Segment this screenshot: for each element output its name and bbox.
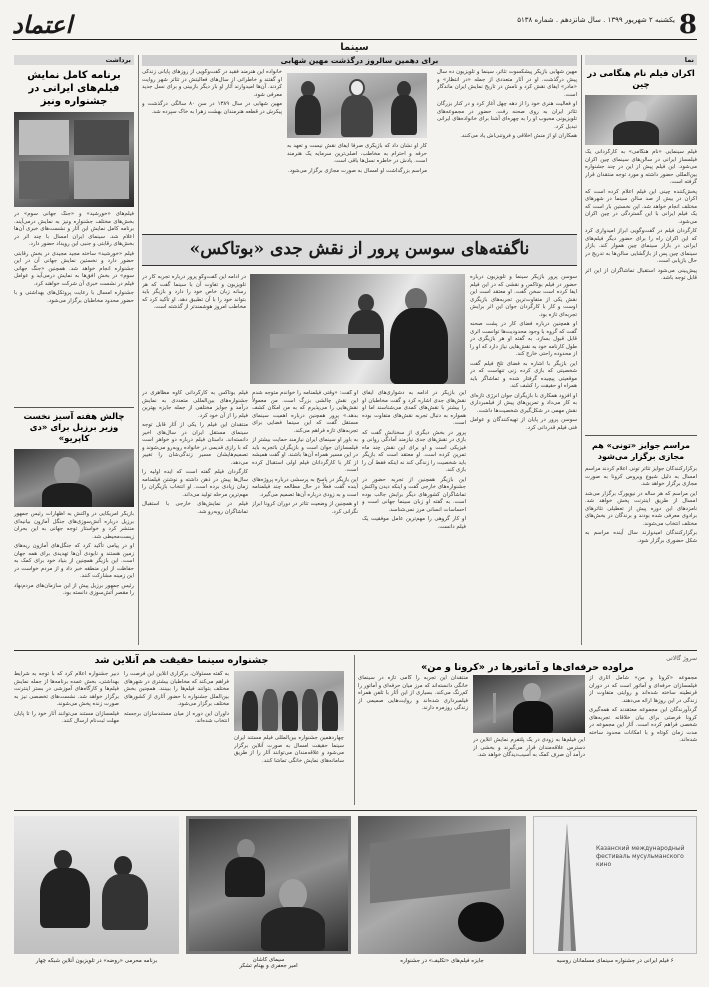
bottom-right-headline: مراوده حرفه‌ای‌ها و آماتورها در «کرونا و من» <box>421 662 634 673</box>
left-column-story2-body: بازیگر آمریکایی در واکنش به اظهارات رئیس جمهور برزیل درباره آتش‌سوزی‌های جنگل آمازون بیانیه‌ای منتشر کرد و خواستار توجه جهانی به این بحران زیست‌محیطی شد. او در پیامی تأکید کرد که جنگل‌های آمازون ریه‌های زمین هستند و نابودی آن‌ها تهدیدی برای همه جهان است. این بازیگر همچنین از بنیاد خود برای کمک به حفاظت از این منطقه خبر داد و از مردم خواست در این زمینه مشارکت کنند. رئیس جمهور برزیل پیش از این سازمان‌های مردم‌نهاد را مقصر آتش‌سوزی دانسته بود. <box>14 511 134 596</box>
bottom-right-story <box>358 655 697 805</box>
section-title: سینما <box>340 42 369 53</box>
main-story-col4: فیلم بوتاکس به کارگردانی کاوه مظاهری در جشنواره‌های بین‌المللی متعددی به نمایش درآمد و جوایز مختلفی از جمله جایزه بهترین فیلم را از آن خود کرد. منتقدان این فیلم را یکی از آثار قابل توجه سینمای مستقل ایران در سال‌های اخیر دانسته‌اند. داستان فیلم درباره دو خواهر است که با رازی قدیمی در خانواده روبه‌رو می‌شوند و تصمیم‌هایشان مسیر زندگی‌شان را تغییر می‌دهد. کارگردان فیلم گفته است که ایده اولیه را سال‌ها پیش در ذهن داشته و نوشتن فیلمنامه زمان زیادی برده است. او انتخاب بازیگران را مهم‌ترین مرحله تولید می‌داند. فیلم در نمایش‌های خارجی با استقبال تماشاگران روبه‌رو شد. <box>142 390 248 515</box>
top-story-headline: برای دهمین سالروز درگذشت مهین شهابی <box>142 55 577 66</box>
strip-caption-4: ۶ فیلم ایرانی در جشنواره سینمای مسلمانان روسیه <box>556 958 674 964</box>
column-divider <box>581 55 582 645</box>
main-story-col-top-left: در ادامه این گفت‌وگو پرور درباره تجربه کار در تلویزیون و تفاوت آن با سینما گفت که هر رسانه زبان خاص خود را دارد و بازیگر باید بتواند خود را با آن تطبیق دهد. او تأکید کرد که مخاطب امروز هوشمندتر از گذشته است. <box>142 274 246 310</box>
strip-item-4 <box>533 816 697 976</box>
festival-group-photo <box>234 671 344 731</box>
column-divider <box>354 655 355 805</box>
top-story-body-text: مهین شهابی بازیگر پیشکسوت تئاتر، سینما و تلویزیون ده سال پیش درگذشت. او در آثار متعددی از جمله «در انتظار» و «مادر» ایفای نقش کرد و نامش در تاریخ نمایش ایران ماندگار است. <box>437 69 577 98</box>
bottom-right-kicker: سروژ گالاتی <box>666 655 697 662</box>
left-column-headline: برنامه کامل نمایش فیلم‌های ایرانی در جشنواره ونیز <box>27 70 121 107</box>
right-column-headline: اکران فیلم نام هنگامی در چین <box>587 69 695 90</box>
strip-rule <box>14 810 697 811</box>
mahin-shahabi-photos <box>287 73 427 138</box>
main-story-col1: سوسن پرور بازیگر سینما و تلویزیون درباره حضور در فیلم بوتاکس و نقشی که در این فیلم ایفا کرده است سخن گفت. او معتقد است این نقش یکی از متفاوت‌ترین تجربه‌های بازیگری اوست و کار با کارگردان جوان این اثر برایش تجربه‌ای تازه بود. او همچنین درباره فضای کار در پشت صحنه گفت که گروه با وجود محدودیت‌ها توانست اثری قابل قبول بسازد. به گفته او هر بازیگری در طول کارنامه خود به نقش‌هایی نیاز دارد که او را از محدوده راحتی خارج کند. این بازیگر با اشاره به فضای تلخ فیلم گفت شخصیتی که بازی کرده زنی تنهاست که در موقعیتی پیچیده گرفتار شده و تماشاگر باید همراه او حقیقت را کشف کند. او افزود همکاری با بازیگران جوان انرژی تازه‌ای به کار می‌داد و تمرین‌های پیش از فیلمبرداری نقش مهمی در شکل‌گیری شخصیت‌ها داشت. سوسن پرور در پایان از تهیه‌کنندگان و عوامل فنی فیلم قدردانی کرد. <box>470 274 577 431</box>
right-column <box>585 55 697 645</box>
rozeh-photo <box>14 816 179 954</box>
bottom-left-body-right <box>234 735 344 803</box>
newspaper-logo: اعتماد <box>12 10 73 39</box>
main-story-body1: سوسن پرور بازیگر سینما و تلویزیون درباره حضور در فیلم بوتاکس و نقشی که در این فیلم ایفا کرده است سخن گفت. او معتقد است این نقش یکی از متفاوت‌ترین تجربه‌های بازیگری اوست و کار با کارگردان جوان این اثر برایش تجربه‌ای تازه بود. <box>470 274 577 318</box>
top-story-body-right: مهین شهابی بازیگر پیشکسوت تئاتر، سینما و تلویزیون ده سال پیش درگذشت. او در آثار متعددی از جمله «در انتظار» و «مادر» ایفای نقش کرد و نامش در تاریخ نمایش ایران ماندگار است. او فعالیت هنری خود را از دهه چهل آغاز کرد و در کنار بزرگان تئاتر ایران به روی صحنه رفت. حضور در مجموعه‌های تلویزیونی محبوب او را به چهره‌ای آشنا برای خانواده‌های ایرانی تبدیل کرد. همکاران او از منش اخلاقی و فروتنی‌اش یاد می‌کنند. <box>437 69 577 139</box>
main-story-col2: این بازیگر در ادامه به دشواری‌های ایفای نقش‌های جدی اشاره کرد و گفت مخاطبان او را بیشتر با نقش‌های کمدی می‌شناسند اما او همواره به دنبال تجربه نقش‌های متفاوت بوده است. پرور در بخش دیگری از سخنانش گفت که بازی در نقش‌های جدی نیازمند آمادگی روانی و فیزیکی است و او برای این نقش چند ماه تمرین کرده است. او معتقد است که بازیگر باید شخصیت را زندگی کند نه اینکه فقط آن را بازی کند. این بازیگر همچنین از تجربه حضور در جشنواره‌های خارجی گفت و اینکه دیدن واکنش تماشاگران کشورهای دیگر برایش جالب بوده است. به گفته او زبان سینما جهانی است و احساسات انسانی مرز نمی‌شناسد. او کار گروهی را مهم‌ترین عامل موفقیت یک فیلم دانست. <box>362 390 466 530</box>
top-story-body-middle: کار او نشان داد که بازیگری صرفاً ایفای نقش نیست و تعهد به حرفه و احترام به مخاطب، اصلی‌ترین سرمایه یک هنرمند است. یادش در خاطره نسل‌ها باقی است. مراسم بزرگداشت او امسال به صورت مجازی برگزار می‌شود. <box>287 143 427 174</box>
right-column-body: فیلم سینمایی «نام هنگامی» به کارگردانی یک فیلمساز ایرانی در سالن‌های سینمای چین اکران می‌شود. این فیلم پیش از این در چند جشنواره بین‌المللی حضور داشته و مورد توجه منتقدان قرار گرفته است. پخش‌کننده چینی این فیلم اعلام کرده است که اکران در بیش از صد سالن سینما در شهرهای مختلف انجام خواهد شد. این نخستین بار است که یک فیلم ایرانی با این گستردگی در چین اکران می‌شود. کارگردان فیلم در گفت‌وگویی ابراز امیدواری کرد که این اکران راه را برای حضور دیگر فیلم‌های ایرانی در بازار سینمای چین هموار کند. بازار سینمای چین پس از بازگشایی سالن‌ها به تدریج در حال بازیابی است. پیش‌بینی می‌شود استقبال تماشاگران از این اثر قابل توجه باشد. <box>585 149 697 281</box>
main-story-headline: ناگفته‌های سوسن پرور از نقش جدی «بوتاکس» <box>142 234 577 266</box>
bottom-left-story <box>14 655 349 805</box>
strip-caption-2: سیمای کاشان <box>252 957 285 963</box>
right-column-label: نما <box>585 55 697 65</box>
left-column-body: فیلم‌های «خورشید» و «جنگ جهانی سوم» در بخش‌های مختلف جشنواره ونیز به نمایش درمی‌آیند. برنامه کامل نمایش این آثار و نشست‌های خبری آن‌ها اعلام شد. سینمای ایران امسال با چند اثر در بخش‌های رقابتی و جنبی این رویداد حضور دارد. فیلم «خورشید» ساخته مجید مجیدی در بخش رقابتی حضور دارد و نخستین نمایش جهانی آن در این جشنواره انجام خواهد شد. همچنین «جنگ جهانی سوم» در بخش افق‌ها به نمایش درمی‌آید و عوامل فیلم در نشست خبری آن شرکت خواهند کرد. جشنواره امسال با رعایت پروتکل‌های بهداشتی و با حضور محدود مخاطبان برگزار می‌شود. <box>14 211 134 304</box>
film-stills-photo <box>14 112 134 207</box>
left-column-story2-headline: چالش هفته آسیز نخست وزیر برزیل برای «دی کاپریو» <box>14 407 134 445</box>
left-column-story2-text: بازیگر آمریکایی در واکنش به اظهارات رئیس جمهور برزیل درباره آتش‌سوزی‌های جنگل آمازون بیانیه‌ای منتشر کرد و خواستار توجه جهانی به این بحران زیست‌محیطی شد. <box>14 511 134 540</box>
bottom-left-body-text: چهاردهمین جشنواره بین‌المللی فیلم مستند ایران سینما حقیقت امسال به صورت آنلاین برگزار می‌شود و علاقه‌مندان می‌توانند آثار را از طریق سامانه‌های نمایش خانگی تماشا کنند. <box>234 735 344 764</box>
strip-item-3 <box>358 816 526 976</box>
strip-caption-2b: امیر جعفری و بهنام تشکر <box>239 963 298 969</box>
masthead <box>12 10 697 40</box>
award-film-photo <box>358 816 526 954</box>
bottom-right-body-text: مجموعه «کرونا و من» شامل آثاری از فیلمسازان حرفه‌ای و آماتور است که در دوران قرنطینه ساخته شده‌اند و روایتی متفاوت از زندگی در این روزها ارائه می‌دهند. <box>589 675 697 704</box>
right-column-body-text: فیلم سینمایی «نام هنگامی» به کارگردانی یک فیلمساز ایرانی در سالن‌های سینمای چین اکران می‌شود. این فیلم پیش از این در چند جشنواره بین‌المللی حضور داشته و مورد توجه منتقدان قرار گرفته است. <box>585 149 697 185</box>
botox-film-still <box>250 274 465 384</box>
right-column-story2-body: برگزارکنندگان جوایز تئاتر تونی اعلام کردند مراسم امسال به دلیل شیوع ویروس کرونا به صورت مجازی برگزار خواهد شد. این مراسم که هر ساله در نیویورک برگزار می‌شد امسال از طریق اینترنت پخش خواهد شد. نامزدهای این دوره پیش از تعطیلی تئاترهای برادوی معرفی شده بودند و برندگان در بخش‌های مختلف انتخاب می‌شوند. برگزارکنندگان امیدوارند سال آینده مراسم به شکل حضوری برگزار شود. <box>585 466 697 544</box>
section-rule <box>14 650 697 651</box>
left-column-body-text: فیلم‌های «خورشید» و «جنگ جهانی سوم» در بخش‌های مختلف جشنواره ونیز به نمایش درمی‌آیند. برنامه کامل نمایش این آثار و نشست‌های خبری آن‌ها اعلام شد. سینمای ایران امسال با چند اثر در بخش‌های رقابتی و جنبی این رویداد حضور دارد. <box>14 211 134 247</box>
poster-text: Казанский международный фестиваль мусульманского кино <box>596 845 685 868</box>
left-column <box>14 55 134 645</box>
main-story-col3: او گفت: «وقتی فیلمنامه را خواندم متوجه شدم این نقش چالشی بزرگ است. من معمولاً نقش‌هایی را می‌پذیرم که به من امکان کشف بدهد.» پرور همچنین درباره اهمیت سینمای مستقل گفت که این سینما فضایی برای تجربه‌های تازه فراهم می‌کند. به باور او سینمای ایران نیازمند حمایت بیشتر از فیلمسازان جوان است و بازیگران باتجربه باید در این مسیر همراه آن‌ها باشند. او گفت همیشه از کار با کارگردانان فیلم اولی استقبال کرده است. این بازیگر در پاسخ به پرسشی درباره پروژه‌های آینده گفت فعلاً در حال مطالعه چند فیلمنامه است و به زودی درباره آن‌ها تصمیم می‌گیرد. او همچنین از وضعیت تئاتر در دوران کرونا ابراز نگرانی کرد. <box>252 390 358 515</box>
festival-logo-icon <box>458 902 504 942</box>
director-photo <box>585 95 697 145</box>
bottom-left-body-col2: به گفته مسئولان، برگزاری آنلاین این فرصت را فراهم می‌کند که مخاطبان بیشتری در شهرهای مختلف بتوانند فیلم‌ها را ببینند. همچنین بخش بین‌الملل جشنواره با حضور آثاری از کشورهای مختلف برگزار می‌شود. داوران این دوره از میان مستندسازان برجسته انتخاب شده‌اند. <box>124 671 229 724</box>
left-column-label: برداشت <box>14 55 134 65</box>
column-divider <box>138 55 139 645</box>
strip-caption-3: جایزه فیلم‌های «تکلیف» در جشنواره <box>400 958 484 964</box>
bottom-right-body-col2: این فیلم‌ها به زودی در یک پلتفرم نمایش آنلاین در دسترس علاقه‌مندان قرار می‌گیرند و بخشی از درآمد آن صرف کمک به آسیب‌دیدگان خواهد شد. <box>473 737 585 758</box>
dateline: یکشنبه ۲ شهریور ۱۳۹۹ . سال شانزدهم . شماره ۵۱۳۸ <box>517 16 675 24</box>
page-number: 8 <box>678 10 697 40</box>
strip-caption-1: برنامه محرمی «روضه» در تلویزیون آنلاین شبکه چهار <box>35 958 158 964</box>
kazan-festival-poster <box>533 816 697 954</box>
main-story-body2: این بازیگر در ادامه به دشواری‌های ایفای نقش‌های جدی اشاره کرد و گفت مخاطبان او را بیشتر با نقش‌های کمدی می‌شناسند اما او همواره به دنبال تجربه نقش‌های متفاوت بوده است. <box>362 390 466 426</box>
strip-item-2 <box>186 816 351 976</box>
right-column-story2-headline: مراسم جوایز «تونی» هم مجازی برگزار می‌شود <box>585 435 697 462</box>
portrait-photo <box>14 449 134 507</box>
bottom-left-headline: جشنواره سینما حقیقت هم آنلاین شد <box>94 655 269 666</box>
kashan-series-photo <box>186 816 351 954</box>
main-story-body3: فیلم بوتاکس به کارگردانی کاوه مظاهری در جشنواره‌های بین‌المللی متعددی به نمایش درآمد و جوایز مختلفی از جمله جایزه بهترین فیلم را از آن خود کرد. <box>142 390 248 419</box>
bottom-right-body-col1: مجموعه «کرونا و من» شامل آثاری از فیلمسازان حرفه‌ای و آماتور است که در دوران قرنطینه ساخته شده‌اند و روایتی متفاوت از زندگی در این روزها ارائه می‌دهند. گردآورندگان این مجموعه معتقدند که همه‌گیری کرونا فرصتی برای بیان خلاقانه تجربه‌های شخصی فراهم کرده است. آثار این مجموعه در مدت زمان کوتاه و با امکانات محدود ساخته شده‌اند. <box>589 675 697 743</box>
minaret-graphic <box>542 823 592 951</box>
bottom-left-body-col3: دبیر جشنواره اعلام کرد که با توجه به شرایط بهداشتی، بخش عمده برنامه‌ها از جمله نمایش فیلم‌ها و کارگاه‌های آموزشی در بستر اینترنت برگزار خواهد شد. نشست‌های تخصصی نیز به صورت زنده پخش می‌شوند. فیلمسازان مستند می‌توانند آثار خود را تا پایان مهلت ثبت‌نام ارسال کنند. <box>14 671 119 724</box>
masthead-rule <box>12 39 697 40</box>
bottom-right-body-col3: منتقدان این تجربه را گامی تازه در سینمای خانگی دانسته‌اند که مرز میان حرفه‌ای و آماتور را کم‌رنگ می‌کند. بسیاری از این آثار با تلفن همراه فیلمبرداری شده‌اند و روایت‌هایی صمیمی از زندگی روزمره دارند. <box>358 675 468 711</box>
strip-item-1 <box>14 816 179 976</box>
top-story-body-left: خانواده این هنرمند فقید در گفت‌وگویی از روزهای پایانی زندگی او گفتند و خاطراتی از سال‌های فعالیتش در تئاتر شهر روایت کردند. آن‌ها امیدوارند آثار او بار دیگر بازبینی و برای نسل جدید معرفی شود. مهین شهابی در سال ۱۳۸۹ در سن ۸۰ سالگی درگذشت و پیکرش در قطعه هنرمندان بهشت زهرا به خاک سپرده شد. <box>142 69 282 115</box>
corona-and-me-photo <box>473 675 585 733</box>
right-column-story2-text: برگزارکنندگان جوایز تئاتر تونی اعلام کردند مراسم امسال به دلیل شیوع ویروس کرونا به صورت مجازی برگزار خواهد شد. <box>585 466 697 487</box>
top-story <box>142 55 577 230</box>
